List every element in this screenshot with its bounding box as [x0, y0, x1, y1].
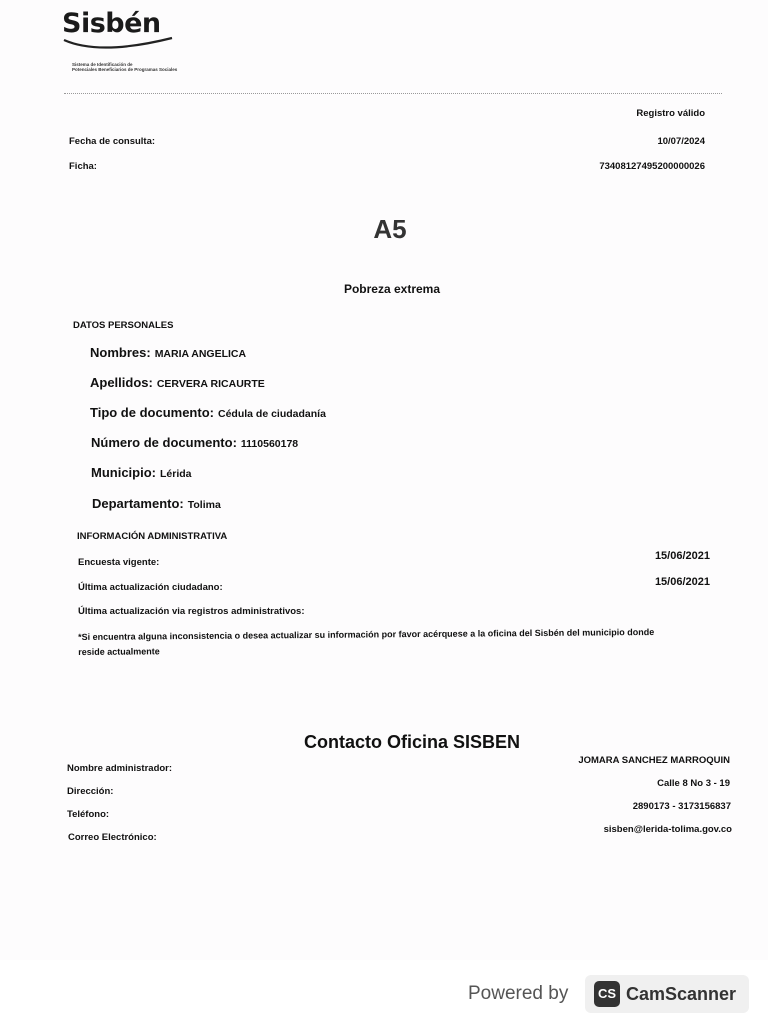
powered-by-text: Powered by: [468, 983, 569, 1004]
admin-section-title: INFORMACIÓN ADMINISTRATIVA: [77, 531, 228, 542]
group-description: Pobreza extrema: [343, 282, 441, 296]
ultima-ciudadano-label: Última actualización ciudadano:: [78, 582, 223, 593]
update-note: [78, 625, 654, 660]
apellidos-label: Apellidos:: [90, 375, 153, 390]
header-divider: [64, 93, 722, 94]
encuesta-value: 15/06/2021: [654, 550, 710, 562]
direccion-label: Dirección:: [67, 786, 114, 797]
apellidos-row: [90, 374, 265, 392]
update-note-line1: *Si encuentra alguna inconsistencia o desea actualizar su información por favor acérquese a la oficina del Sisbén del municipio donde: [78, 626, 655, 642]
camscanner-name: CamScanner: [626, 984, 737, 1004]
numero-documento-value: 1110560178: [240, 438, 299, 450]
admin-name-value: JOMARA SANCHEZ MARROQUIN: [578, 755, 730, 766]
apellidos-value: CERVERA RICAURTE: [156, 378, 265, 390]
logo-subtitle-line1: Sistema de Identificación de: [72, 62, 133, 67]
personal-section-title: DATOS PERSONALES: [73, 320, 174, 331]
municipio-value: Lérida: [160, 468, 192, 480]
logo-swoosh-icon: [60, 34, 180, 54]
numero-documento-row: [91, 434, 298, 452]
correo-label: Correo Electrónico:: [68, 832, 157, 843]
nombres-value: MARIA ANGELICA: [154, 348, 247, 360]
departamento-row: [92, 495, 221, 513]
telefono-label: Teléfono:: [67, 809, 110, 820]
contact-title: Contacto Oficina SISBEN: [304, 732, 521, 752]
registro-status: Registro válido: [636, 108, 705, 119]
camscanner-icon: CS: [594, 981, 620, 1007]
logo-subtitle-line2: Potenciales Beneficiarios de Programas Sociales: [72, 67, 178, 72]
numero-documento-label: Número de documento:: [91, 435, 237, 450]
ultima-registros-label: Última actualización via registros administrativos:: [78, 606, 305, 617]
direccion-value: Calle 8 No 3 - 19: [657, 778, 730, 789]
fecha-value: 10/07/2024: [657, 136, 705, 147]
encuesta-label: Encuesta vigente:: [78, 557, 160, 568]
tipo-documento-row: [90, 404, 326, 422]
nombres-row: [90, 344, 246, 362]
logo-subtitle: [72, 62, 177, 72]
ficha-value: 73408127495200000026: [599, 161, 705, 172]
telefono-value: 2890173 - 3173156837: [632, 801, 731, 812]
tipo-documento-value: Cédula de ciudadanía: [217, 408, 326, 420]
fecha-label: Fecha de consulta:: [69, 136, 156, 147]
departamento-value: Tolima: [187, 499, 221, 511]
sisben-logo: Sisbén: [62, 8, 161, 39]
nombres-label: Nombres:: [90, 345, 151, 360]
update-note-line2: reside actualmente: [78, 646, 160, 657]
sisben-group: A5: [373, 214, 407, 244]
admin-name-label: Nombre administrador:: [67, 763, 173, 774]
ficha-label: Ficha:: [69, 161, 97, 172]
ultima-ciudadano-value: 15/06/2021: [654, 576, 710, 588]
departamento-label: Departamento:: [92, 496, 184, 511]
tipo-documento-label: Tipo de documento:: [90, 405, 214, 420]
correo-value[interactable]: sisben@lerida-tolima.gov.co: [603, 824, 732, 835]
municipio-row: [91, 464, 192, 482]
municipio-label: Municipio:: [91, 465, 156, 480]
